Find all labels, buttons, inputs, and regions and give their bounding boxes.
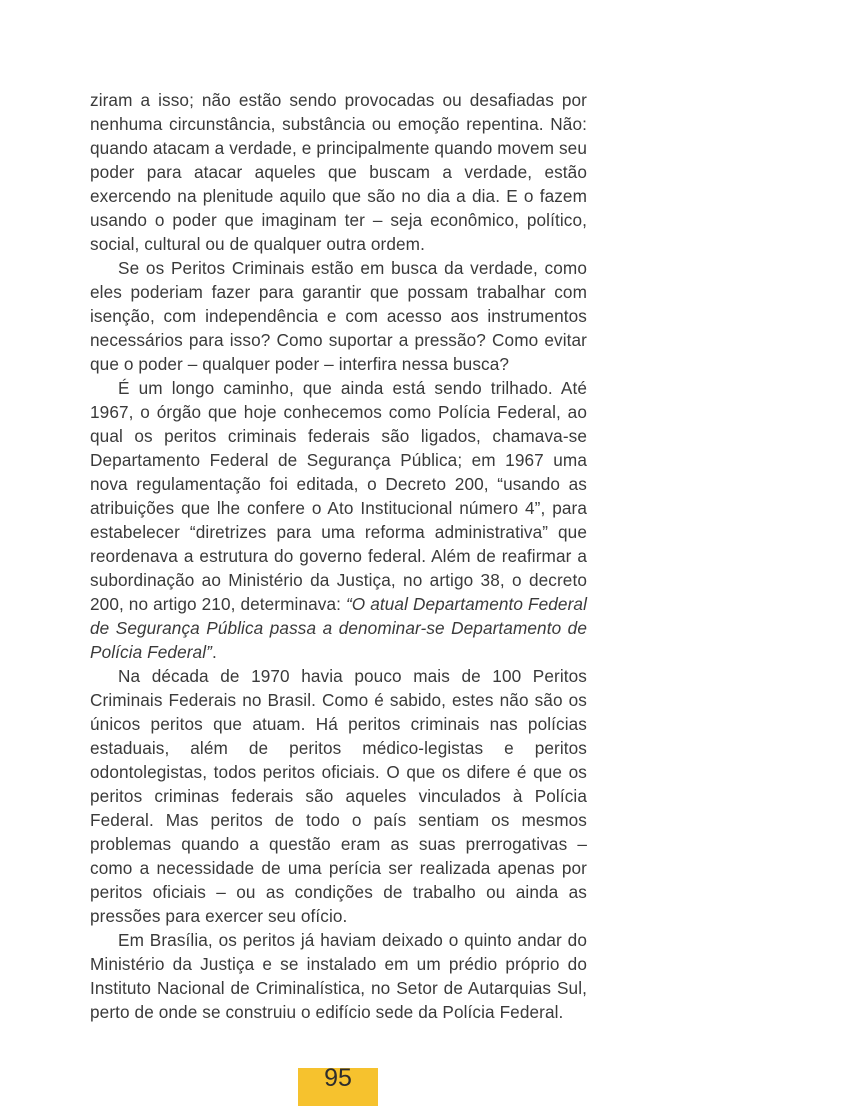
paragraph-3-end: .: [211, 642, 217, 662]
paragraph-2: Se os Peritos Criminais estão em busca da verdade, como eles poderiam fazer para garantir que possam trabalhar com isenção, com independência e com acesso aos instrumentos necessários para isso? Como suportar a pressão? Como evitar que o poder – qualquer poder – interfira nessa busca?: [90, 258, 587, 374]
page-number: 95: [324, 1064, 352, 1092]
decree-quote: “O atual Departamento Federal de Segurança Pública passa a denominar-se Departamento de Polícia Federal”: [90, 594, 587, 662]
paragraph-1: ziram a isso; não estão sendo provocadas ou desafiadas por nenhuma circunstância, substância ou emoção repentina. Não: quando atacam a verdade, e principalmente quando movem seu poder para atacar aqueles que buscam a verdade, estão exercendo na plenitude aquilo que são no dia a dia. E o fazem usando o poder que imaginam ter – seja econômico, político, social, cultural ou de qualquer outra ordem.: [90, 90, 587, 254]
page-number-tab: [298, 1064, 378, 1106]
paragraph-3: [90, 376, 587, 664]
paragraph-3-text: É um longo caminho, que ainda está sendo trilhado. Até 1967, o órgão que hoje conhecemos como Polícia Federal, ao qual os peritos criminais federais são ligados, chamava-se Departamento Federal de Segurança Pública; em 1967 uma nova regulamentação foi editada, o Decreto 200, “usando as atribuições que lhe confere o Ato Institucional número 4”, para estabelecer “diretrizes para uma reforma administrativa” que reordenava a estrutura do governo federal. Além de reafirmar a subordinação ao Ministério da Justiça, no artigo 38, o decreto 200, no artigo 210, determinava:: [90, 378, 587, 614]
paragraph-4: Na década de 1970 havia pouco mais de 100 Peritos Criminais Federais no Brasil. Como é sabido, estes não são os únicos peritos que atuam. Há peritos criminais nas polícias estaduais, além de peritos médico-legistas e peritos odontolegistas, todos peritos oficiais. O que os difere é que os peritos criminas federais são aqueles vinculados à Polícia Federal. Mas peritos de todo o país sentiam os mesmos problemas quando a questão eram as suas prerrogativas – como a necessidade de uma perícia ser realizada apenas por peritos oficiais – ou as condições de trabalho ou ainda as pressões para exercer seu ofício.: [90, 666, 587, 926]
paragraph-5: Em Brasília, os peritos já haviam deixado o quinto andar do Ministério da Justiça e se instalado em um prédio próprio do Instituto Nacional de Criminalística, no Setor de Autarquias Sul, perto de onde se construiu o edifício sede da Polícia Federal.: [90, 930, 587, 1022]
body-text: [90, 88, 587, 1024]
